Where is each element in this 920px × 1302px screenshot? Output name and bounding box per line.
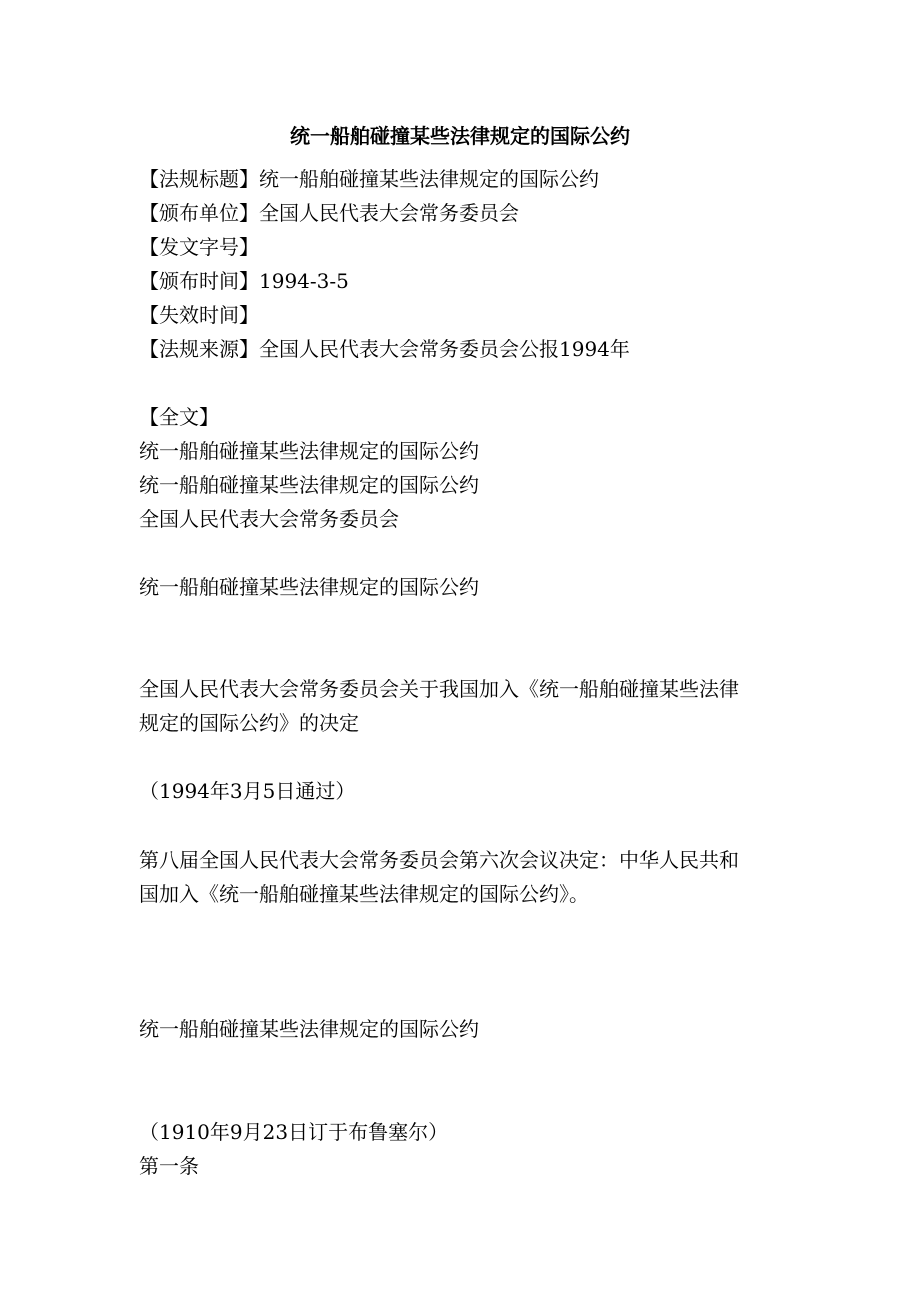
decision-title-line-1: 全国人民代表大会常务委员会关于我国加入《统一船舶碰撞某些法律 — [139, 677, 739, 701]
decision-title-line-2: 规定的国际公约》的决定 — [139, 711, 359, 735]
article-1-heading: 第一条 — [139, 1154, 199, 1178]
body-line-2: 统一船舶碰撞某些法律规定的国际公约 — [139, 473, 479, 497]
meta-law-title: 【法规标题】统一船舶碰撞某些法律规定的国际公约 — [139, 167, 599, 191]
meta-issue-date: 【颁布时间】1994-3-5 — [139, 269, 349, 293]
meta-issuer: 【颁布单位】全国人民代表大会常务委员会 — [139, 201, 519, 225]
fulltext-label: 【全文】 — [139, 405, 219, 429]
decision-text-line-1: 第八届全国人民代表大会常务委员会第六次会议决定：中华人民共和 — [139, 848, 739, 872]
body-line-4: 统一船舶碰撞某些法律规定的国际公约 — [139, 575, 479, 599]
decision-text-line-2: 国加入《统一船舶碰撞某些法律规定的国际公约》。 — [139, 882, 589, 906]
signed-note: （1910年9月23日订于布鲁塞尔） — [139, 1120, 449, 1144]
convention-title: 统一船舶碰撞某些法律规定的国际公约 — [139, 1017, 479, 1041]
meta-source: 【法规来源】全国人民代表大会常务委员会公报1994年 — [139, 337, 630, 361]
document-title: 统一船舶碰撞某些法律规定的国际公约 — [290, 124, 630, 148]
meta-doc-number: 【发文字号】 — [139, 235, 259, 259]
body-line-3: 全国人民代表大会常务委员会 — [139, 507, 399, 531]
adopted-note: （1994年3月5日通过） — [139, 779, 356, 803]
body-line-1: 统一船舶碰撞某些法律规定的国际公约 — [139, 439, 479, 463]
meta-expiry-date: 【失效时间】 — [139, 303, 259, 327]
